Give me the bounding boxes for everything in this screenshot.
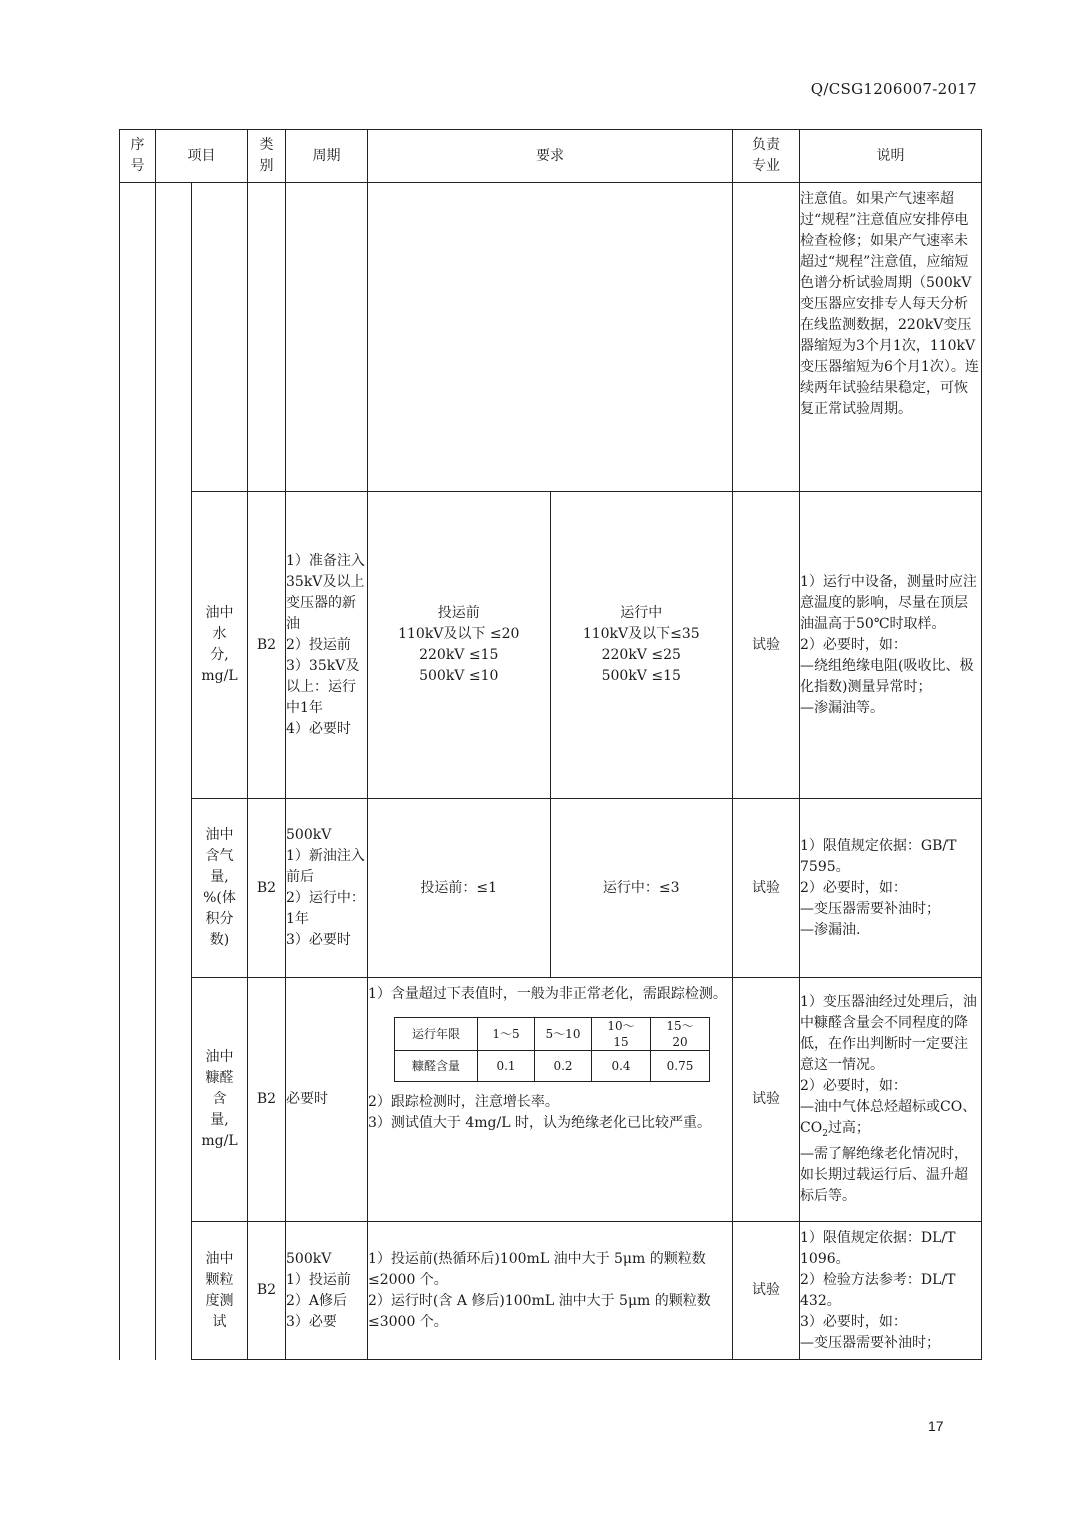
period-cell	[286, 183, 368, 492]
note-part-a: 1）变压器油经过处理后，油中糠醛含量会不同程度的降低，在作出判断时一定要注意这一情况。 2）必要时，如： —油中气体总烃超标或CO、CO	[800, 993, 977, 1136]
header-seq: 序 号	[120, 130, 156, 183]
responsible-cell: 试验	[733, 492, 800, 799]
category-cell: B2	[248, 799, 286, 978]
requirement-before-operation: 投运前 110kV及以下 ≤20 220kV ≤15 500kV ≤10	[368, 492, 551, 798]
requirement-in-operation: 运行中：≤3	[602, 879, 680, 896]
table-row	[120, 799, 982, 978]
seq-cell	[120, 183, 156, 1360]
requirement-before-operation: 投运前：≤1	[368, 799, 551, 977]
note-cell	[800, 978, 982, 1222]
category-cell: B2	[248, 978, 286, 1222]
inner-cell: 运行年限	[395, 1018, 478, 1051]
page-number: 17	[928, 1418, 944, 1434]
inner-cell: 糠醛含量	[395, 1051, 478, 1082]
header-responsible: 负责 专业	[733, 130, 800, 183]
period-cell: 1）准备注入35kV及以上变压器的新油 2）投运前 3）35kV及以上：运行中1年 4）必要时	[286, 492, 368, 799]
item-cell: 油中 含气 量, %(体 积分 数)	[192, 799, 248, 978]
responsible-cell	[733, 183, 800, 492]
header-note: 说明	[800, 130, 982, 183]
header-period: 周期	[286, 130, 368, 183]
inner-cell: 1～5	[478, 1018, 535, 1051]
responsible-cell: 试验	[733, 799, 800, 978]
item-cell	[192, 183, 248, 492]
requirement-cell	[368, 492, 733, 799]
document-id: Q/CSG1206007-2017	[810, 80, 977, 98]
note-part-b: 过高； —需了解绝缘老化情况时，如长期过载运行后、温升超标后等。	[800, 1119, 968, 1205]
responsible-cell: 试验	[733, 978, 800, 1222]
note-subscript: 2	[822, 1128, 828, 1139]
inner-cell: 0.1	[478, 1051, 535, 1082]
furfural-limit-table	[394, 1017, 710, 1082]
table-row	[120, 1222, 982, 1360]
inner-cell: 0.4	[592, 1051, 651, 1082]
requirement-cell	[368, 978, 733, 1222]
item-cell: 油中 糠醛 含 量, mg/L	[192, 978, 248, 1222]
inner-row-years	[395, 1018, 710, 1051]
requirement-cell: 1）投运前(热循环后)100mL 油中大于 5μm 的颗粒数≤2000 个。 2）运行时(含 A 修后)100mL 油中大于 5μm 的颗粒数≤3000 个。	[368, 1222, 733, 1360]
header-requirement: 要求	[368, 130, 733, 183]
period-cell: 必要时	[286, 978, 368, 1222]
inner-cell: 5～10	[535, 1018, 592, 1051]
note-cell: 1）限值规定依据：GB/T 7595。 2）必要时，如： —变压器需要补油时； —渗漏油.	[800, 799, 982, 978]
inner-cell: 0.2	[535, 1051, 592, 1082]
inner-cell: 15～ 20	[651, 1018, 710, 1051]
note-cell: 注意值。如果产气速率超过“规程”注意值应安排停电检查检修；如果产气速率未超过“规程”注意值，应缩短色谱分析试验周期（500kV变压器应安排专人每天分析在线监测数据，220kV变压器缩短为3个月1次，110kV变压器缩短为6个月1次）。连续两年试验结果稳定，可恢复正常试验周期。	[800, 183, 982, 492]
category-cell: B2	[248, 492, 286, 799]
header-item: 项目	[156, 130, 248, 183]
requirement-cell	[368, 183, 733, 492]
inner-row-content	[395, 1051, 710, 1082]
category-cell	[248, 183, 286, 492]
category-cell: B2	[248, 1222, 286, 1360]
inner-cell: 0.75	[651, 1051, 710, 1082]
requirement-in-operation: 运行中 110kV及以下≤35 220kV ≤25 500kV ≤15	[582, 605, 700, 684]
period-cell: 500kV 1）新油注入前后 2）运行中：1年 3）必要时	[286, 799, 368, 978]
table-row	[120, 183, 982, 492]
period-cell: 500kV 1）投运前 2）A修后 3）必要	[286, 1222, 368, 1360]
table-header-row	[120, 130, 982, 183]
item-cell: 油中 水 分, mg/L	[192, 492, 248, 799]
furfural-intro: 1）含量超过下表值时，一般为非正常老化，需跟踪检测。	[368, 986, 727, 1002]
note-cell: 1）运行中设备，测量时应注意温度的影响，尽量在顶层油温高于50℃时取样。 2）必要时，如： —绕组绝缘电阻(吸收比、极化指数)测量异常时； —渗漏油等。	[800, 492, 982, 799]
header-category: 类 别	[248, 130, 286, 183]
furfural-outro: 2）跟踪检测时，注意增长率。 3）测试值大于 4mg/L 时，认为绝缘老化已比较严重。	[368, 1094, 711, 1131]
inner-cell: 10～ 15	[592, 1018, 651, 1051]
table-row	[120, 978, 982, 1222]
table-row	[120, 492, 982, 799]
requirement-cell	[368, 799, 733, 978]
responsible-cell: 试验	[733, 1222, 800, 1360]
test-items-table	[119, 129, 982, 1360]
note-cell: 1）限值规定依据：DL/T 1096。 2）检验方法参考：DL/T 432。 3）必要时，如： —变压器需要补油时；	[800, 1222, 982, 1360]
item-cell: 油中 颗粒 度测 试	[192, 1222, 248, 1360]
parent-item-cell	[156, 183, 192, 1360]
